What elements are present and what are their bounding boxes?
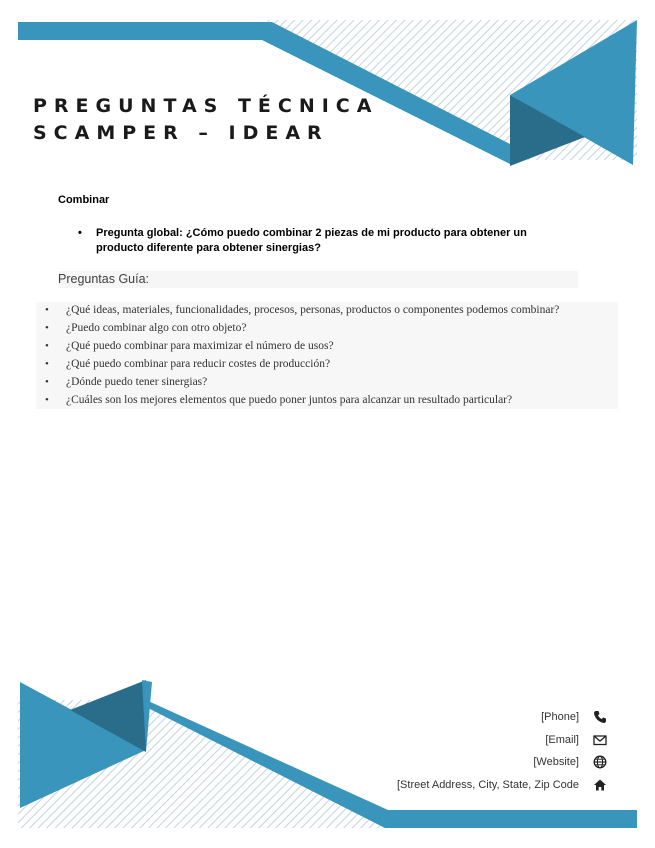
address-text: [Street Address, City, State, Zip Code <box>397 779 579 791</box>
list-item: • ¿Cuáles son los mejores elementos que puedo poner juntos para alcanzar un resultado particular? <box>45 394 513 406</box>
list-item: • ¿Qué ideas, materiales, funcionalidades, procesos, personas, productos o componentes podemos combinar? <box>45 304 560 316</box>
globe-icon <box>593 755 607 769</box>
section-heading: Combinar <box>58 194 110 206</box>
list-item: • ¿Puedo combinar algo con otro objeto? <box>45 322 247 334</box>
contact-address <box>307 777 607 793</box>
contact-phone <box>307 709 607 725</box>
list-item: • ¿Dónde puedo tener sinergias? <box>45 376 208 388</box>
list-item: • ¿Qué puedo combinar para maximizar el número de usos? <box>45 340 334 352</box>
guide-question-list <box>36 302 618 409</box>
contact-website <box>307 754 607 770</box>
home-icon <box>593 778 607 792</box>
phone-text[interactable]: [Phone] <box>541 711 579 723</box>
website-text[interactable]: [Website] <box>533 756 579 768</box>
global-question-text: Pregunta global: ¿Cómo puedo combinar 2 piezas de mi producto para obtener un producto diferente para obtener sinergias? <box>96 227 527 254</box>
list-item: • ¿Qué puedo combinar para reducir costes de producción? <box>45 358 331 370</box>
bullet: • <box>78 227 82 239</box>
title-line-1: PREGUNTAS TÉCNICA <box>33 95 379 117</box>
contact-email <box>307 732 607 748</box>
guide-label: Preguntas Guía: <box>58 271 578 288</box>
header-decoration <box>0 0 655 180</box>
title-line-2: SCAMPER – IDEAR <box>33 122 329 144</box>
page-title <box>33 93 378 147</box>
global-question <box>78 226 548 256</box>
email-text[interactable]: [Email] <box>545 734 579 746</box>
phone-icon <box>593 710 607 724</box>
email-icon <box>593 733 607 747</box>
